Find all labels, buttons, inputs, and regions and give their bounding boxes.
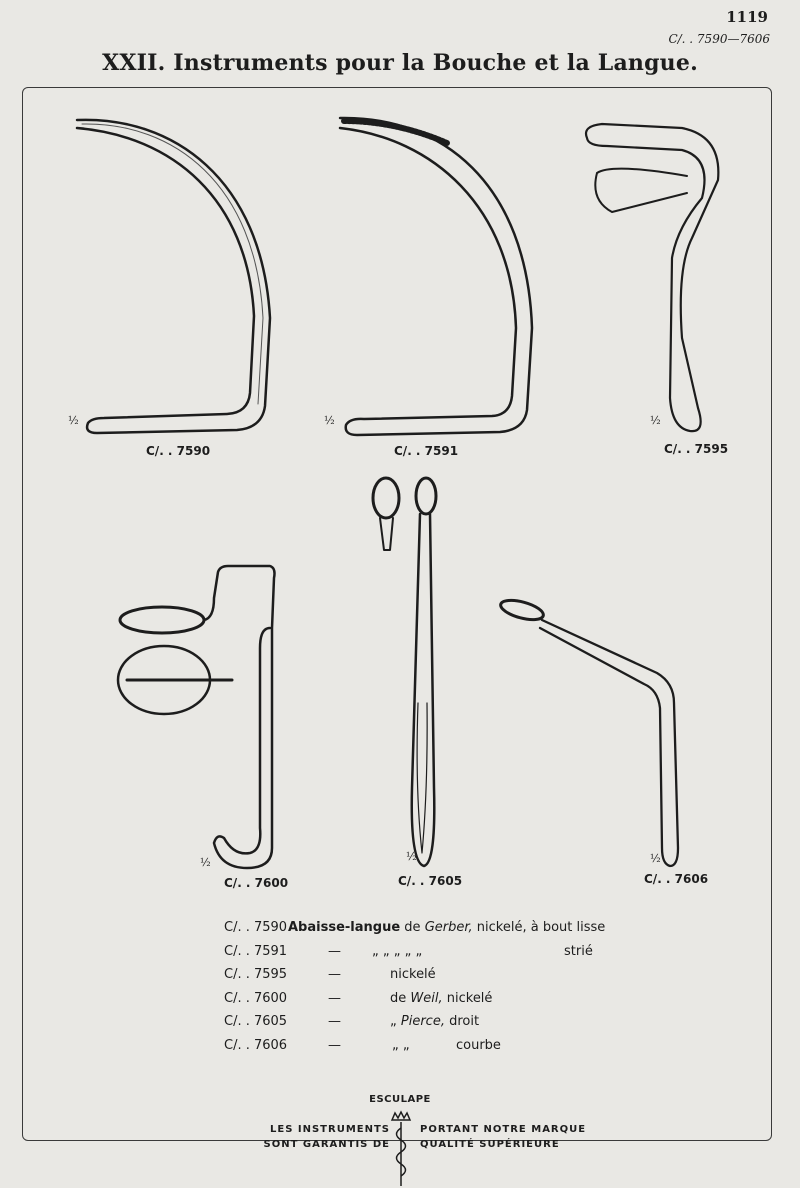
listing-name: Abaisse-langue xyxy=(288,920,401,935)
instrument-7600-image xyxy=(118,566,275,868)
listing-ref: C/. . 7595 xyxy=(224,967,288,982)
scale-mark-7606: ½ xyxy=(650,852,661,865)
listing-row-7606 xyxy=(224,1038,624,1062)
listing-ref: C/. . 7606 xyxy=(224,1037,288,1053)
instrument-listing xyxy=(224,920,624,1061)
reference-range: C/. . 7590—7606 xyxy=(668,32,770,46)
listing-row-7591 xyxy=(224,944,624,968)
listing-ref: C/. . 7600 xyxy=(224,990,288,1006)
listing-dash: — xyxy=(328,1014,341,1029)
listing-author: Pierce, xyxy=(400,1014,445,1029)
instrument-7606-image xyxy=(499,597,678,866)
scale-mark-7595: ½ xyxy=(650,414,661,427)
listing-row-7590 xyxy=(224,920,624,944)
listing-ref: C/. . 7605 xyxy=(224,1014,288,1029)
instruments-illustration xyxy=(22,88,770,888)
brand-name: ESCULAPE xyxy=(369,1094,431,1105)
crown-serpent-emblem xyxy=(390,1110,412,1188)
listing-rest: courbe xyxy=(456,1037,501,1053)
instrument-7595-image xyxy=(586,124,718,431)
listing-ditto: „ xyxy=(390,1014,397,1029)
listing-rest: strié xyxy=(564,943,593,959)
listing-ref: C/. . 7590 xyxy=(224,920,288,935)
guarantee-left-line1: LES INSTRUMENTS xyxy=(270,1124,390,1135)
instrument-7605-tip-detail xyxy=(373,478,399,550)
instrument-7591-image xyxy=(340,118,532,435)
listing-row-7600 xyxy=(224,991,624,1015)
listing-ditto: „ „ xyxy=(392,1037,410,1053)
guarantee-left-line2: SONT GARANTIS DE xyxy=(263,1139,390,1150)
page-number: 1119 xyxy=(726,8,768,26)
figure-label-7595: C/. . 7595 xyxy=(664,442,729,456)
listing-row-7595 xyxy=(224,967,624,991)
listing-rest: nickelé xyxy=(390,967,436,982)
listing-ref: C/. . 7591 xyxy=(224,943,288,959)
figure-label-7605: C/. . 7605 xyxy=(398,874,463,888)
scale-mark-7591: ½ xyxy=(324,414,335,427)
listing-dash: — xyxy=(328,990,341,1006)
listing-rest: nickelé, à bout lisse xyxy=(476,920,606,935)
listing-de: de xyxy=(404,920,421,935)
guarantee-left xyxy=(264,1122,391,1152)
listing-ditto: „ „ „ „ „ xyxy=(372,943,423,959)
listing-dash: — xyxy=(328,1037,341,1053)
scale-mark-7600: ½ xyxy=(200,856,211,869)
figure-label-7606: C/. . 7606 xyxy=(644,872,709,886)
scale-mark-7590: ½ xyxy=(68,414,79,427)
guarantee-right-line1: PORTANT NOTRE MARQUE xyxy=(420,1124,587,1135)
listing-author: Weil, xyxy=(410,990,443,1006)
listing-dash: — xyxy=(328,943,341,959)
listing-dash: — xyxy=(328,967,341,982)
guarantee-right-line2: QUALITÉ SUPÉRIEURE xyxy=(420,1139,560,1150)
guarantee-right xyxy=(420,1122,586,1152)
listing-row-7605 xyxy=(224,1014,624,1038)
listing-de: de xyxy=(390,990,407,1006)
figure-label-7591: C/. . 7591 xyxy=(394,444,459,458)
listing-rest: droit xyxy=(449,1014,480,1029)
figure-label-7590: C/. . 7590 xyxy=(146,444,211,458)
instrument-7590-image xyxy=(77,120,270,433)
listing-rest: nickelé xyxy=(446,990,493,1006)
figure-label-7600: C/. . 7600 xyxy=(224,876,289,890)
instrument-7605-image xyxy=(412,478,436,866)
listing-author: Gerber, xyxy=(424,920,473,935)
page-heading: XXII. Instruments pour la Bouche et la Langue. xyxy=(102,50,698,76)
scale-mark-7605: ½ xyxy=(406,850,417,863)
